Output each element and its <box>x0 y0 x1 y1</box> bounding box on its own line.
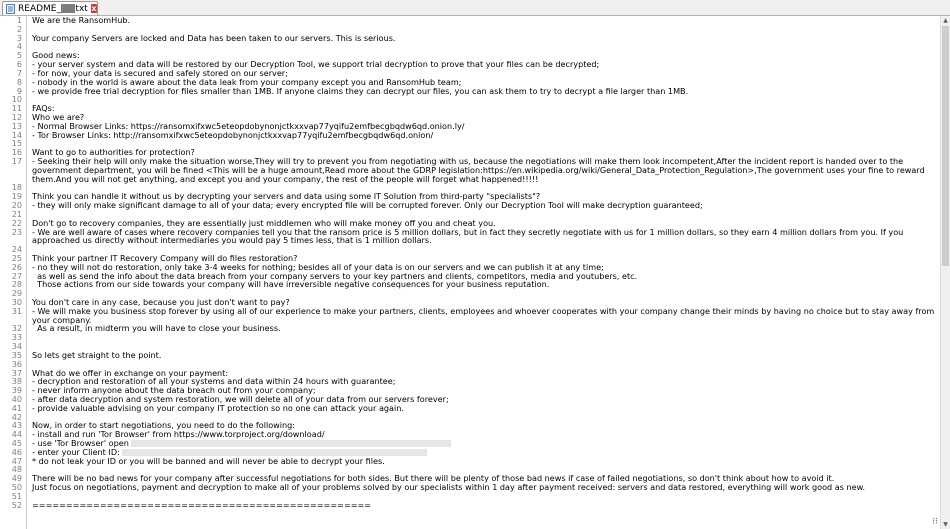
line-text: So lets get straight to the point. <box>32 349 162 360</box>
line-number: 47 <box>11 455 22 466</box>
line-text: - Normal Browser Links: https://ransomxifxwc5eteopdobynonjctkxxvap77yqifu2emfbecgbqdw6qd.onion.ly/ <box>32 120 465 131</box>
line-number: 43 <box>11 420 22 431</box>
text-line <box>16 16 936 25</box>
line-text: Those actions from our side towards your company will have irreversible negative consequences for your business reputation. <box>32 279 550 290</box>
line-number: 31 <box>11 305 22 316</box>
text-line <box>11 323 936 334</box>
line-text: * do not leak your ID or you will be banned and will never be able to decrypt your files. <box>32 455 385 466</box>
line-text: Now, in order to start negotiations, you need to do the following: <box>32 420 296 431</box>
line-number: 14 <box>11 129 22 140</box>
line-number: 1 <box>16 16 22 25</box>
line-number: 7 <box>16 67 22 78</box>
line-text: - decryption and restoration of all your systems and data within 24 hours with guarantee; <box>32 376 396 387</box>
line-text: Think you can handle it without us by decrypting your servers and data using some IT Solution from third-party "specialists"? <box>32 191 541 202</box>
line-number: 42 <box>11 411 22 422</box>
line-text: - Tor Browser Links: http://ransomxifxwc5eteopdobynonjctkxxvap77yqifu2emfbecgbqdw6qd.onion/ <box>32 129 434 140</box>
line-number: 29 <box>11 288 22 299</box>
text-file-icon <box>6 4 15 14</box>
line-text: - install and run 'Tor Browser' from https://www.torproject.org/download/ <box>32 429 325 440</box>
line-text: - Seeking their help will only make the situation worse,They will try to prevent you from negotiating with us, because the negotiations will make them look incompetent,After the incident report is handed over to the <box>32 156 904 166</box>
line-number: 2 <box>16 23 22 34</box>
text-line <box>16 85 936 96</box>
line-text: government department, you will be fined <This will be a huge amount,Read more about the GDRP legislation:https://en.wikipedia.org/wiki/General_Data_Protection_Regulation>,The government uses your fine to reward <box>32 164 925 175</box>
line-text: ================================================== <box>32 499 372 510</box>
tab-readme[interactable] <box>2 1 98 15</box>
line-number: 6 <box>16 59 22 70</box>
line-number: 11 <box>11 103 22 114</box>
text-line <box>16 32 936 43</box>
line-text: - provide valuable advising on your company IT protection so no one can attack your again. <box>32 402 404 413</box>
line-text: Who we are? <box>32 111 85 122</box>
line-text: your company. <box>32 314 92 325</box>
close-icon[interactable]: x <box>91 4 97 13</box>
line-text: There will be no bad news for your company after successful negotiations for both sides. But there will be plenty of those bad news if case of failed negotiations, so don't think about how to avoid it. <box>32 473 835 484</box>
text-line <box>11 200 936 211</box>
line-number: 28 <box>11 279 22 290</box>
tab-title-prefix: README_ <box>18 3 61 14</box>
line-number: 22 <box>11 217 22 228</box>
text-line <box>32 175 936 184</box>
line-number: 46 <box>11 446 22 457</box>
line-number: 32 <box>11 323 22 334</box>
line-number: 35 <box>11 349 22 360</box>
line-number: 44 <box>11 429 22 440</box>
line-text: - never inform anyone about the data breach out from your company; <box>32 385 316 396</box>
text-line <box>11 438 936 448</box>
line-number: 16 <box>11 147 22 158</box>
line-text: What do we offer in exchange on your payment: <box>32 367 229 378</box>
line-text: - they will only make significant damage to all of your data; every encrypted file will be corrupted forever. Only our Decryption Tool will make decryption guaranteed; <box>32 200 703 211</box>
scrollbar-thumb[interactable] <box>942 26 949 266</box>
line-number: 45 <box>11 438 22 448</box>
line-text: We are the RansomHub. <box>32 16 131 25</box>
tab-bar <box>0 0 950 16</box>
line-text: Don't go to recovery companies, they are essentially just middlemen who will make money off you and cheat you. <box>32 217 496 228</box>
redacted-filename <box>61 4 75 13</box>
line-text: - We are well aware of cases where recovery companies tell you that the ransom price is 5 million dollars, but in fact they secretly negotiate with us for 1 million dollars, so they earn 4 million dollars from you. If you <box>32 226 904 237</box>
line-number: 17 <box>11 156 22 166</box>
line-text: Want to go to authorities for protection? <box>32 147 195 158</box>
line-number: 41 <box>11 402 22 413</box>
text-line <box>16 41 936 52</box>
line-number: 51 <box>11 490 22 501</box>
scroll-up-icon[interactable]: ▲ <box>943 17 948 24</box>
text-line <box>11 94 936 105</box>
line-number: 20 <box>11 200 22 211</box>
line-number: 21 <box>11 208 22 219</box>
text-line <box>11 455 936 466</box>
text-line <box>11 279 936 290</box>
line-number: 40 <box>11 393 22 404</box>
line-number: 8 <box>16 76 22 87</box>
text-line <box>11 129 936 140</box>
vertical-scrollbar[interactable] <box>940 16 950 529</box>
text-line <box>11 499 936 510</box>
line-text: Your company Servers are locked and Data has been taken to our servers. This is serious. <box>32 32 396 43</box>
line-number: 49 <box>11 473 22 484</box>
text-line <box>11 482 936 493</box>
line-number: 19 <box>11 191 22 202</box>
line-text: - We will make you business stop forever by using all of our experience to make your partners, clients, employees and whoever cooperates with your company change their minds by having no choice but to stay away from <box>32 305 935 316</box>
line-text: - we provide free trial decryption for files smaller than 1MB. If anyone claims they can decrypt our files, you can ask them to try to decrypt a file larger than 1MB. <box>32 85 689 96</box>
line-text: - nobody in the world is aware about the data leak from your company except you and RansomHub team; <box>32 76 462 87</box>
line-text: as well as send the info about the data breach from your company servers to your key partners and clients, competitors, media and youtubers, etc. <box>32 270 638 281</box>
line-text: them.And you will not get anything, and except you and your company, the rest of the people will forget what happened!!!!! <box>32 173 539 184</box>
text-editor[interactable] <box>0 16 940 529</box>
line-text: As a result, in midterm you will have to close your business. <box>32 323 281 334</box>
line-text: - enter your Client ID: <box>32 446 123 457</box>
text-line <box>11 103 936 114</box>
line-text: approached us directly without intermediaries you would pay 5 times less, that is 1 million dollars. <box>32 235 432 246</box>
line-number: 9 <box>16 85 22 96</box>
line-number: 10 <box>11 94 22 105</box>
text-line <box>11 402 936 413</box>
line-number: 23 <box>11 226 22 237</box>
redacted-text <box>131 440 451 447</box>
line-number: 27 <box>11 270 22 281</box>
line-number: 30 <box>11 297 22 307</box>
line-text: Good news: <box>32 50 80 61</box>
line-number: 15 <box>11 138 22 149</box>
line-text: - your server system and data will be restored by our Decryption Tool, we support trial decryption to prove that your files can be decrypted; <box>32 59 600 70</box>
line-number: 52 <box>11 499 22 510</box>
line-number: 25 <box>11 252 22 263</box>
line-number: 13 <box>11 120 22 131</box>
line-text: - after data decryption and system restoration, we will delete all of your data from our servers forever; <box>32 393 449 404</box>
line-number: 37 <box>11 367 22 378</box>
text-line <box>11 305 936 316</box>
line-number: 24 <box>11 244 22 255</box>
text-line <box>11 349 936 360</box>
resize-grip-icon[interactable]: ⁝⁝ <box>932 517 938 527</box>
line-text: Think your partner IT Recovery Company will do files restoration? <box>32 252 298 263</box>
line-text: You don't care in any case, because you just don't want to pay? <box>32 297 290 307</box>
line-number: 48 <box>11 464 22 475</box>
line-text: Just focus on negotiations, payment and decryption to make all of your problems solved by our specialists within 1 day after payment received: servers and data restored, everything will work good as new. <box>32 482 866 493</box>
line-number: 36 <box>11 358 22 369</box>
line-number: 39 <box>11 385 22 396</box>
line-number: 12 <box>11 111 22 122</box>
text-line <box>11 429 936 440</box>
line-text: - use 'Tor Browser' open <box>32 438 132 448</box>
line-number: 26 <box>11 261 22 272</box>
line-number: 4 <box>16 41 22 52</box>
text-line <box>11 332 936 343</box>
line-number: 38 <box>11 376 22 387</box>
line-number: 18 <box>11 182 22 193</box>
scroll-down-icon[interactable]: ▼ <box>943 521 948 528</box>
line-text: - for now, your data is secured and safely stored on our server; <box>32 67 288 78</box>
line-number: 5 <box>16 50 22 61</box>
text-content[interactable] <box>11 16 936 510</box>
text-line <box>32 236 936 245</box>
tab-title-suffix: txt <box>75 3 88 14</box>
line-text: FAQs: <box>32 103 55 114</box>
line-number: 3 <box>16 32 22 43</box>
line-number: 33 <box>11 332 22 343</box>
line-number: 50 <box>11 482 22 493</box>
text-line <box>11 341 936 352</box>
line-text: - no they will not do restoration, only take 3-4 weeks for nothing; besides all of your data is on our servers and we can publish it at any time; <box>32 261 604 272</box>
line-number: 34 <box>11 341 22 352</box>
